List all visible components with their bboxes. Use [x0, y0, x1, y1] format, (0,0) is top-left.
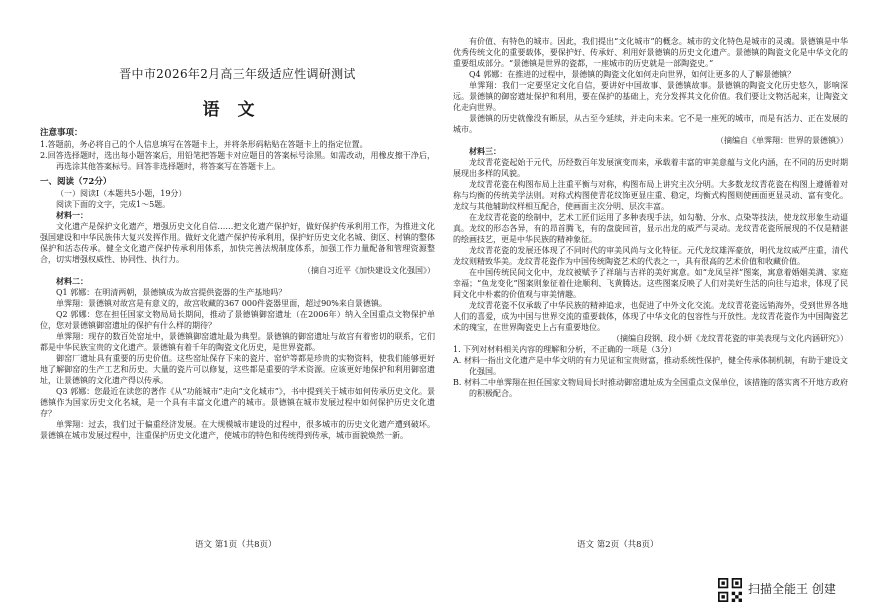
material2-para: 御窑厂遗址具有重要的历史价值。这些窑址保存下来的瓷片、窑炉等都是珍贵的实物资料，使我们能够更好地了解御窑的生产工艺和历史。大量的瓷片可以修复，这些都是重要的学术资源。应该更好地保护和利用御窑遗址，让景德镇的文化遗产得以传承。	[40, 354, 435, 385]
question-1: 1. 下列对材料相关内容的理解和分析，不正确的一项是（3分）	[453, 345, 677, 354]
interview-source: （摘编自《单霁翔：世界的景德镇》）	[716, 136, 848, 145]
page2-body	[453, 36, 848, 399]
material3-para: 龙纹青花瓷不仅承载了中华民族的精神追求，也促进了中外文化交流。龙纹青花瓷远销海外，受到世界各地人们的喜爱，成为中国与世界交流的重要载体，体现了中华文化的包容性与开放性。龙纹青花瓷作为中国陶瓷艺术的瑰宝，在世界陶瓷史上占有重要地位。	[453, 301, 848, 332]
material3-para: 龙纹青花瓷的发展还体现了不同时代的审美风尚与文化特征。元代龙纹雄浑豪放，明代龙纹威严庄重，清代龙纹则精致华美。龙纹青花瓷作为中国传统陶瓷艺术的代表之一，具有很高的艺术价值和收藏价值。	[453, 246, 848, 266]
material2-para: 单霁翔：景德镇对故宫是有意义的，故宫收藏的367 000件瓷器里面，超过90%来自景德镇。	[56, 299, 387, 308]
interview-para: 单霁翔：我们一定要坚定文化自信，要讲好中国故事、景德镇故事。景德镇的陶瓷文化历史悠久，影响深远。景德镇的御窑遗址保护和利用，要在保护的基础上，充分发挥其文化价值。我们要让文物活起来，让陶瓷文化走向世界。	[453, 81, 848, 112]
section-heading: 一、阅读（72分）	[40, 177, 112, 187]
material3-para: 在龙纹青花瓷的绘制中，艺术工匠们运用了多种表现手法，如勾勒、分水、点染等技法，使龙纹形象生动逼真。龙纹的形态各异，有的昂首腾飞，有的盘旋回首，显示出龙的威严与灵动。龙纹青花瓷所展现的不仅是精湛的绘画技艺，更是中华民族的精神象征。	[453, 213, 848, 244]
note-1: 1.答题前，务必将自己的个人信息填写在答题卡上，并将条形码粘贴在答题卡上的指定位置。	[40, 140, 368, 149]
material3-para: 龙纹青花瓷起始于元代，历经数百年发展演变而来，承载着丰富的审美意蕴与文化内涵，在不同的历史时期展现出多样的风貌。	[453, 158, 848, 178]
material2-label: 材料二：	[56, 276, 88, 286]
material2-para: Q1 郭娜：在明清两朝，景德镇成为故宫提供瓷器的生产基地吗？	[56, 288, 287, 297]
material2-para: 单霁翔：现存的数百处窑址中，景德镇御窑遗址最为典型。景德镇的御窑遗址与故宫有着密切的联系，它们都是中华民族宝贵的文化遗产。景德镇有着千年的陶瓷文化历史，是世界瓷都。	[40, 332, 435, 352]
material2-para: Q3 郭娜：您最近在读您的著作《从“功能城市”走向“文化城市”》，书中提到关于城市如何传承历史文化。景德镇作为国家历史文化名城，是一个具有丰富文化遗产的城市。景德镇在城市发展过程中如何保护历史文化遗存？	[40, 387, 435, 418]
exam-title: 晋中市2026年2月高三年级适应性调研测试	[119, 67, 356, 81]
material2-para: Q2 郭娜：您在担任国家文物局局长期间，推动了景德镇御窑遗址（在2006年）纳入全国重点文物保护单位，您对景德镇御窑遗址的保护有什么样的期待？	[40, 310, 435, 330]
page1-body	[40, 128, 435, 441]
page1-footer: 语文 第1页（共8页）	[195, 540, 277, 550]
material3-para: 龙纹青花瓷在构图布局上注重平衡与对称，构图布局上讲究主次分明。大多数龙纹青花瓷在构图上遵循着对称与均衡的传统美学法则。对称式构图使青花纹饰更显庄重、稳定，均衡式构图则使画面更显灵动、富有变化。龙纹与其他辅助纹样相互配合，使画面主次分明、层次丰富。	[453, 180, 848, 211]
page-2	[447, 0, 870, 614]
interview-para: 景德镇的历史就像没有断层，从古至今延续，并走向未来。它不是一座死的城市，而是有活力、正在发展的城市。	[453, 114, 848, 134]
material3-para: 在中国传统民间文化中，龙纹被赋予了祥瑞与吉祥的美好寓意。如“龙凤呈祥”图案，寓意着婚姻美满、家庭幸福；“鱼龙变化”图案则象征着仕途顺利、飞黄腾达。这些图案反映了人们对美好生活的向往与追求，体现了民间文化中朴素的价值观与审美情趣。	[453, 268, 848, 299]
material1-label: 材料一：	[56, 210, 88, 220]
material3-label: 材料三：	[469, 146, 501, 156]
material1-source: （摘自习近平《加快建设文化强国》）	[303, 266, 435, 275]
material3-source: （摘编自段钢、段小妍《龙纹青花瓷的审美表现与文化内涵研究》）	[612, 334, 848, 343]
material1-text: 文化遗产是保护文化遗产，增强历史文化自信……把文化遗产保护好，做好保护传承利用工作，为推进文化强国建设和中华民族伟大复兴发挥作用。做好文化遗产保护传承利用，保护好历史文化名城、街区、村镇的整体保护和活态传承。健全文化遗产保护传承利用体系，加快完善法规制度体系，加强工作力量配备和管理资源整合，切实增强权威性、协同性、执行力。	[40, 222, 435, 264]
scanner-watermark: 扫描全能王 创建	[748, 582, 836, 596]
option-a: A. 材料一指出文化遗产是中华文明的有力见证和宝贵财富，推动系统性保护，健全传承体制机制，有助于建设文化强国。	[453, 356, 848, 376]
option-b: B. 材料二中单霁翔在担任国家文物局局长时推动御窑遗址成为全国重点文保单位，该措施的落实离不开地方政府的积极配合。	[453, 378, 848, 398]
instruction: 阅读下面的文字，完成1～5题。	[56, 200, 171, 209]
page2-footer: 语文 第2页（共8页）	[577, 540, 659, 550]
note-2: 2.回答选择题时，选出每小题答案后，用铅笔把答题卡对应题目的答案标号涂黑。如需改动，用橡皮擦干净后，再选涂其他答案标号。回答非选择题时，将答案写在答题卡上。	[40, 151, 435, 171]
qr-code-icon	[718, 578, 742, 602]
interview-para: 有价值、有特色的城市。因此，我们提出“文化城市”的概念。城市的文化特色是城市的灵魂。景德镇是中华优秀传统文化的重要载体，要保护好、传承好、利用好景德镇的历史文化遗产。景德镇的陶瓷文化是中华文化的重要组成部分。“景德镇是世界的瓷都，一座城市的历史就是一部陶瓷史。”	[453, 37, 848, 68]
subsection-heading: （一）阅读Ⅰ（本题共5小题，19分）	[56, 189, 187, 198]
material2-para: 单霁翔：过去，我们过于偏重经济发展。在大规模城市建设的过程中，很多城市的历史文化遗产遭到破坏。景德镇在城市发展过程中，注重保护历史文化遗产，使城市的特色和传统得到传承，城市面貌焕然一新。	[40, 420, 435, 440]
notes-heading: 注意事项：	[40, 128, 83, 138]
interview-para: Q4 郭娜：在推进的过程中，景德镇的陶瓷文化如何走向世界，如何让更多的人了解景德镇？	[469, 70, 796, 79]
subject-heading: 语文	[202, 100, 273, 120]
